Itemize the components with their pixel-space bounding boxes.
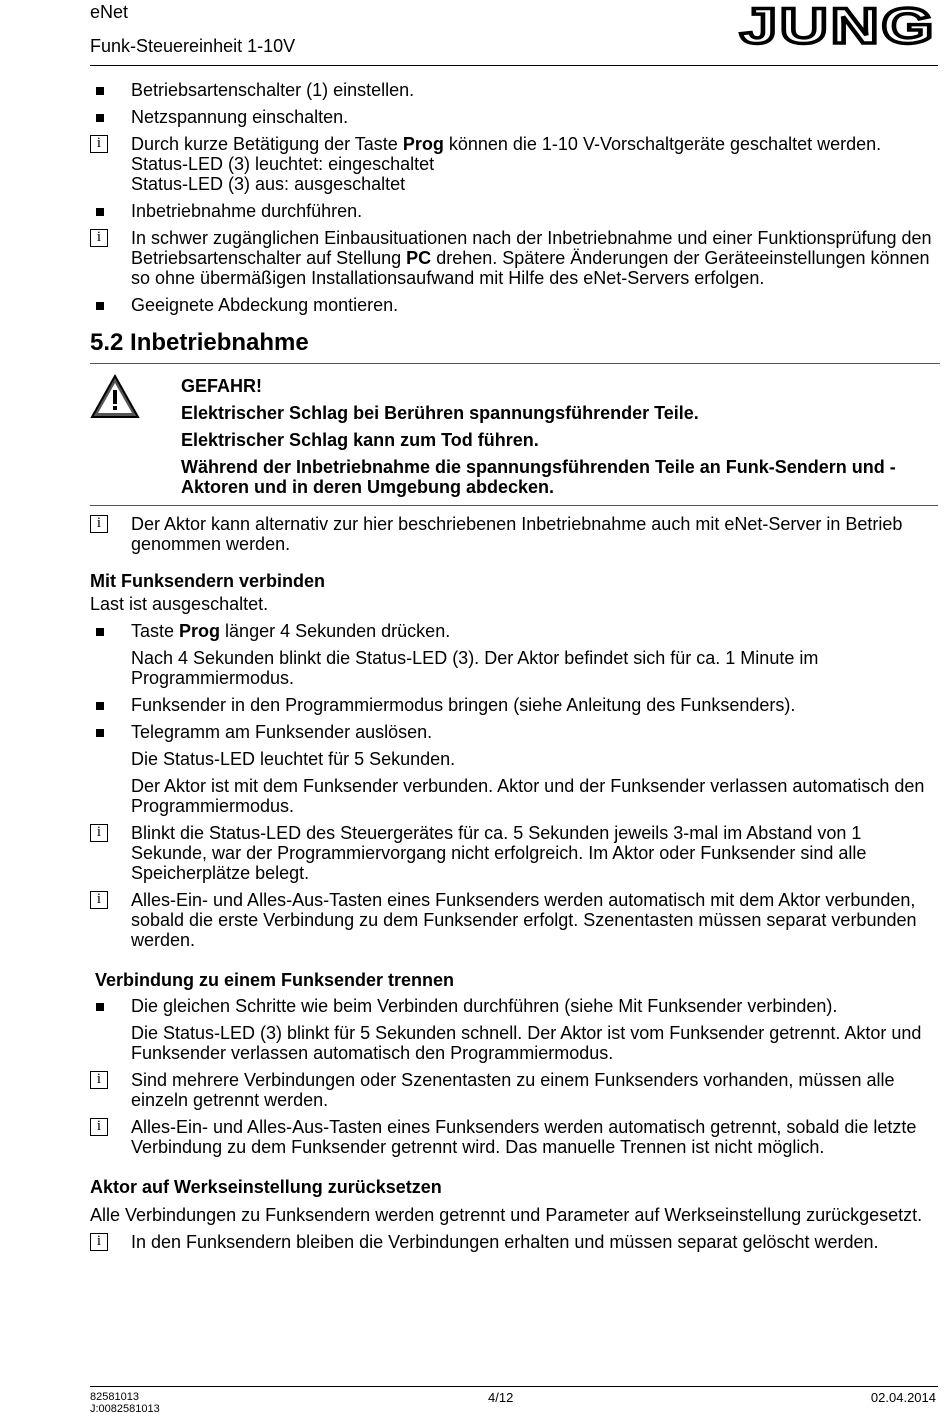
list-item: Telegramm am Funksender auslösen. (90, 722, 938, 742)
list-item: Funksender in den Programmiermodus bringen (siehe Anleitung des Funksenders). (90, 695, 938, 715)
page-footer (90, 1386, 938, 1413)
info-note: i Sind mehrere Verbindungen oder Szenentasten zu einem Funksenders vorhanden, müssen alle einzeln getrennt werden. (90, 1070, 938, 1110)
info-note: i Alles-Ein- und Alles-Aus-Tasten eines Funksenders werden automatisch getrennt, sobald die letzte Verbindung zu dem Funksender getrennt wird. Das manuelle Trennen ist nicht möglich. (90, 1117, 938, 1157)
info-icon: i (90, 1071, 108, 1089)
paragraph: Alle Verbindungen zu Funksendern werden getrennt und Parameter auf Werkseinstellung zurückgesetzt. (90, 1205, 923, 1225)
danger-line: Elektrischer Schlag kann zum Tod führen. (181, 430, 539, 450)
svg-text:JUNG: JUNG (740, 2, 936, 48)
danger-notice (90, 364, 938, 506)
page-number: 4/12 (488, 1390, 514, 1405)
danger-line: Elektrischer Schlag bei Berühren spannungsführender Teile. (181, 403, 699, 423)
info-icon: i (90, 135, 108, 153)
page-content (90, 80, 938, 1252)
info-icon: i (90, 515, 108, 533)
list-item: Betriebsartenschalter (1) einstellen. (90, 80, 938, 100)
info-note: i In schwer zugänglichen Einbausituationen nach der Inbetriebnahme und einer Funktionsprüfung den Betriebsartenschalter auf Stellung PC drehen. Spätere Änderungen der Geräteeinstellungen können so ohne übermäßigen Installationsaufwand mit Hilfe des eNet-Servers erfolgen. (90, 228, 938, 288)
list-item: Inbetriebnahme durchführen. (90, 201, 938, 221)
info-note: i Blinkt die Status-LED des Steuergerätes für ca. 5 Sekunden jeweils 3-mal im Abstand von 1 Sekunde, war der Programmiervorgang nicht erfolgreich. Im Aktor oder Funksender sind alle Speicherplätze belegt. (90, 823, 938, 883)
result-text: Die Status-LED leuchtet für 5 Sekunden. (131, 749, 456, 769)
paragraph: Last ist ausgeschaltet. (90, 594, 269, 614)
subsection-title: Verbindung zu einem Funksender trennen (95, 970, 455, 990)
info-icon: i (90, 1118, 108, 1136)
warning-triangle-icon (90, 374, 140, 420)
jung-logo (738, 2, 938, 48)
danger-line: Während der Inbetriebnahme die spannungsführenden Teile an Funk-Sendern und -Aktoren und in deren Umgebung abdecken. (181, 457, 896, 497)
subsection-title: Mit Funksendern verbinden (90, 571, 326, 591)
result-text: Der Aktor ist mit dem Funksender verbunden. Aktor und der Funksender verlassen automatisch den Programmiermodus. (131, 776, 925, 816)
page-header (90, 0, 938, 66)
list-item: Netzspannung einschalten. (90, 107, 938, 127)
info-icon: i (90, 229, 108, 247)
document-codes: 82581013 J:0082581013 (90, 1391, 160, 1413)
document-name: eNet (90, 2, 129, 22)
info-icon: i (90, 891, 108, 909)
info-note: i Durch kurze Betätigung der Taste Prog können die 1-10 V-Vorschaltgeräte geschaltet werden. Status-LED (3) leuchtet: eingeschaltet Status-LED (3) aus: ausgeschaltet (90, 134, 938, 194)
info-note: i Der Aktor kann alternativ zur hier beschriebenen Inbetriebnahme auch mit eNet-Server in Betrieb genommen werden. (90, 514, 938, 554)
list-item: Taste Prog länger 4 Sekunden drücken. (90, 621, 938, 641)
info-icon: i (90, 824, 108, 842)
section-title: 5.2 Inbetriebnahme (90, 329, 940, 364)
document-subtitle: Funk-Steuereinheit 1-10V (90, 36, 296, 56)
info-note: i In den Funksendern bleiben die Verbindungen erhalten und müssen separat gelöscht werden. (90, 1232, 938, 1252)
info-note: i Alles-Ein- und Alles-Aus-Tasten eines Funksenders werden automatisch mit dem Aktor verbunden, sobald die erste Verbindung zu dem Funksender erfolgt. Szenentasten müssen separat verbunden werden. (90, 890, 938, 950)
danger-heading: GEFAHR! (181, 376, 262, 396)
list-item: Die gleichen Schritte wie beim Verbinden durchführen (siehe Mit Funksender verbinden). (90, 996, 938, 1016)
subsection-title: Aktor auf Werkseinstellung zurücksetzen (90, 1177, 442, 1197)
info-icon: i (90, 1233, 108, 1251)
result-text: Nach 4 Sekunden blinkt die Status-LED (3). Der Aktor befindet sich für ca. 1 Minute im Programmiermodus. (131, 648, 819, 688)
result-text: Die Status-LED (3) blinkt für 5 Sekunden schnell. Der Aktor ist vom Funksender getrennt. Aktor und Funksender verlassen automatisch den Programmiermodus. (131, 1023, 922, 1063)
document-date: 02.04.2014 (870, 1390, 936, 1405)
list-item: Geeignete Abdeckung montieren. (90, 295, 938, 315)
